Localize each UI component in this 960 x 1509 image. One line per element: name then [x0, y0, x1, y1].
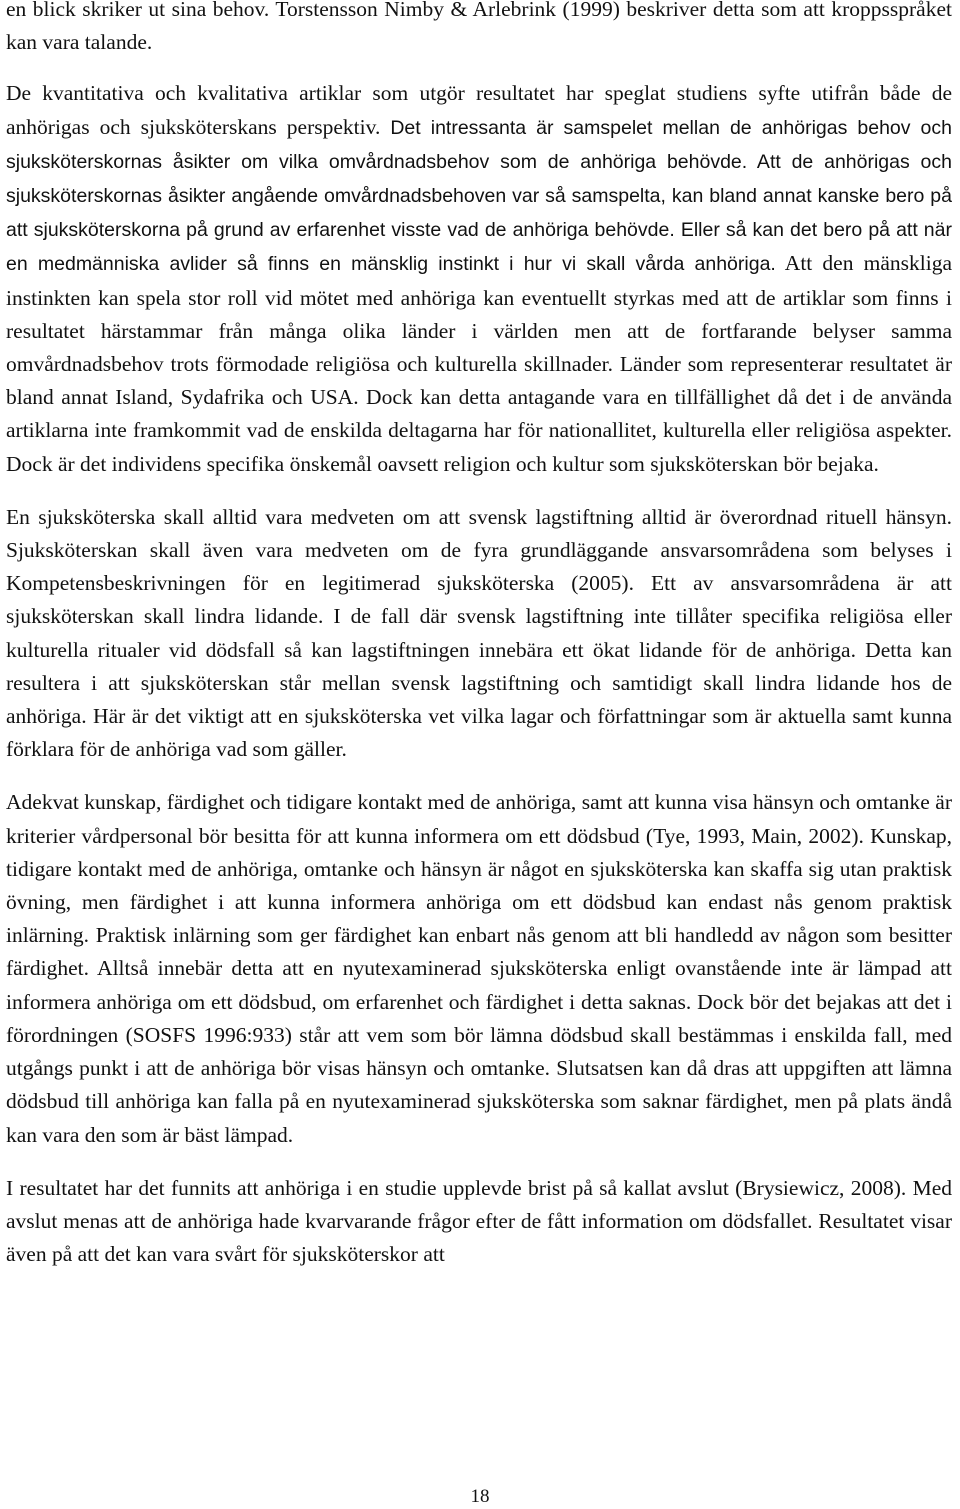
page-number: 18 [470, 1486, 490, 1507]
paragraph-4 [6, 786, 952, 1151]
paragraph-1 [6, 0, 952, 59]
paragraph-3-text: En sjuksköterska skall alltid vara medveten om att svensk lagstiftning alltid är överordnad rituell hänsyn. Sjuksköterskan skall även vara medveten om de fyra grundläggande ansvarsområdena som belyses i Kompetensbeskrivningen för en legitimerad sjuksköterska (2005). Ett av ansvarsområdena är att sjuksköterskan skall lindra lidande. I de fall där svensk lagstiftning inte tillåter specifika religiösa eller kulturella ritualer vid dödsfall så kan lagstiftningen innebära ett ökat lidande för de anhöriga. Detta kan resultera i att sjuksköterskan står mellan svensk lagstiftning och samtidigt skall lindra lidande hos de anhöriga. Här är det viktigt att en sjuksköterska vet vilka lagar och författningar som är aktuella samt kunna förklara för de anhöriga vad som gäller. [6, 504, 952, 762]
paragraph-2-text-a: De kvantitativa och kvalitativa artiklar som utgör resultatet har speglat studiens syfte utifrån både de anhörigas och sjuksköterskans perspektiv. [6, 81, 952, 139]
paragraph-2-text-b: Det intressanta är samspelet mellan de anhörigas behov och sjuksköterskornas åsikter om vilka omvårdnadsbehov som de anhöriga behövde. Att de anhörigas och sjuksköterskornas åsikter angående omvårdnadsbehoven var så samspelta, kan bland annat kanske bero på att sjuksköterskorna på grund av erfarenhet visste vad de anhöriga behövde. Eller så kan det bero på att när en medmänniska avlider så finns en mänsklig instinkt i hur vi skall vårda anhöriga. [6, 116, 952, 276]
paragraph-5-text: I resultatet har det funnits att anhöriga i en studie upplevde brist på så kallat avslut (Brysiewicz, 2008). Med avslut menas att de anhöriga hade kvarvarande frågor efter de fått information om dödsfallet. Resultatet visar även på att det kan vara svårt för sjuksköterskor att [6, 1175, 952, 1267]
document-page [6, 0, 952, 1271]
paragraph-2 [6, 77, 952, 480]
paragraph-3 [6, 501, 952, 767]
paragraph-2-text-c: Att den mänskliga instinkten kan spela stor roll vid mötet med anhöriga kan eventuellt styrkas med att de artiklar som finns i resultatet härstammar från många olika länder i världen men att de fortfarande belyser samma omvårdnadsbehov trots förmodade religiösa och kulturella skillnader. Länder som representerar resultatet är bland annat Island, Sydafrika och USA. Dock kan detta antagande vara en tillfällighet då det i de använda artiklarna inte framkommit vad de enskilda deltagarna har för nationallitet, kulturella eller religiösa aspekter. Dock är det individens specifika önskemål oavsett religion och kultur som sjuksköterskan bör bejaka. [6, 251, 952, 476]
paragraph-5 [6, 1172, 952, 1272]
paragraph-1-text: en blick skriker ut sina behov. Torstensson Nimby & Arlebrink (1999) beskriver detta som att kroppsspråket kan vara talande. [6, 0, 952, 55]
paragraph-4-text: Adekvat kunskap, färdighet och tidigare kontakt med de anhöriga, samt att kunna visa hänsyn och omtanke är kriterier vårdpersonal bör besitta för att kunna informera om ett dödsbud (Tye, 1993, Main, 2002). Kunskap, tidigare kontakt med de anhöriga, omtanke och hänsyn är något en sjuksköterska kan skaffa sig utan praktisk övning, men färdighet i att kunna informera anhöriga om ett dödsbud kan endast nås genom praktisk inlärning. Praktisk inlärning som ger färdighet kan enbart nås genom att bli handledd av någon som besitter färdighet. Alltså innebär detta att en nyutexaminerad sjuksköterska enligt ovanstående inte är lämpad att informera anhöriga om ett dödsbud, om erfarenhet och färdighet i detta saknas. Dock bör det bejakas att det i förordningen (SOSFS 1996:933) står att vem som bör lämna dödsbud skall bestämmas i enskilda fall, med utgångs punkt i att de anhöriga bör visas hänsyn och omtanke. Slutsatsen kan då dras att uppgiften att lämna dödsbud till anhöriga kan falla på en nyutexaminerad sjuksköterska som saknar färdighet, men på plats ändå kan vara den som är bäst lämpad. [6, 790, 952, 1147]
